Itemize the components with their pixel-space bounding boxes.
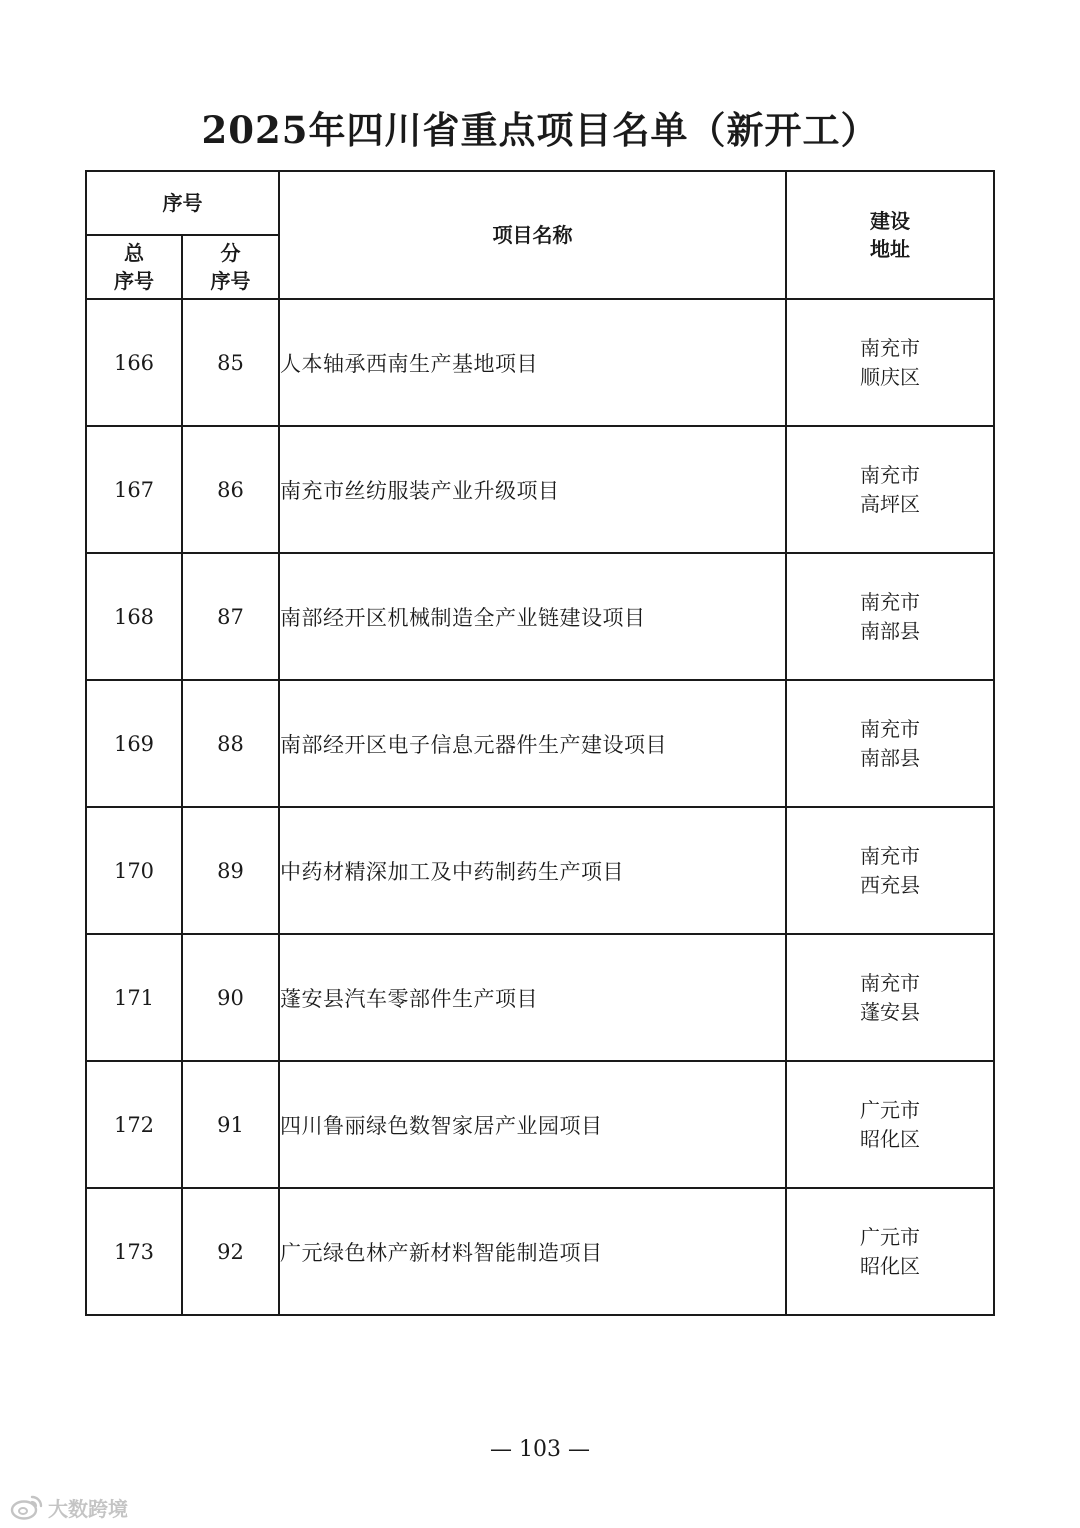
header-location-line2: 地址 (870, 237, 910, 261)
location-cell (786, 1061, 994, 1188)
location-district: 高坪区 (860, 491, 920, 516)
watermark-text: 大数跨境 (48, 1496, 128, 1521)
location-cell (786, 553, 994, 680)
header-total-seq-line2: 序号 (114, 269, 154, 293)
total-seq-cell: 173 (86, 1188, 182, 1315)
header-location (786, 171, 994, 299)
table-row (86, 680, 994, 807)
table-row (86, 807, 994, 934)
project-name-cell: 南部经开区电子信息元器件生产建设项目 (279, 680, 786, 807)
total-seq-cell: 171 (86, 934, 182, 1061)
location-city: 南充市 (860, 589, 920, 614)
project-name-cell: 蓬安县汽车零部件生产项目 (279, 934, 786, 1061)
sub-seq-cell: 88 (182, 680, 279, 807)
location-district: 顺庆区 (860, 364, 920, 389)
header-location-line1: 建设 (870, 209, 910, 233)
header-sub-seq-line1: 分 (220, 241, 241, 265)
header-seq-group: 序号 (86, 171, 279, 235)
project-name-cell: 南充市丝纺服装产业升级项目 (279, 426, 786, 553)
location-district: 昭化区 (860, 1253, 920, 1278)
total-seq-cell: 169 (86, 680, 182, 807)
table-row (86, 1188, 994, 1315)
location-city: 南充市 (860, 843, 920, 868)
total-seq-cell: 170 (86, 807, 182, 934)
location-city: 广元市 (860, 1224, 920, 1249)
location-cell (786, 299, 994, 426)
location-city: 南充市 (860, 462, 920, 487)
header-project-name: 项目名称 (279, 171, 786, 299)
sub-seq-cell: 85 (182, 299, 279, 426)
total-seq-cell: 167 (86, 426, 182, 553)
sub-seq-cell: 86 (182, 426, 279, 553)
location-district: 南部县 (860, 745, 920, 770)
location-district: 昭化区 (860, 1126, 920, 1151)
table-row (86, 553, 994, 680)
weibo-logo-icon (10, 1494, 44, 1520)
location-cell (786, 1188, 994, 1315)
table-row (86, 299, 994, 426)
location-city: 南充市 (860, 335, 920, 360)
table-row (86, 426, 994, 553)
location-city: 南充市 (860, 716, 920, 741)
sub-seq-cell: 90 (182, 934, 279, 1061)
header-sub-seq (182, 235, 279, 299)
location-cell (786, 934, 994, 1061)
table-row (86, 1061, 994, 1188)
watermark (10, 1492, 128, 1522)
location-district: 西充县 (860, 872, 920, 897)
location-cell (786, 426, 994, 553)
header-total-seq-line1: 总 (124, 241, 144, 265)
header-sub-seq-line2: 序号 (210, 269, 251, 293)
total-seq-cell: 172 (86, 1061, 182, 1188)
location-district: 南部县 (860, 618, 920, 643)
sub-seq-cell: 91 (182, 1061, 279, 1188)
project-name-cell: 四川鲁丽绿色数智家居产业园项目 (279, 1061, 786, 1188)
document-title: 2025年四川省重点项目名单（新开工） (201, 108, 879, 152)
sub-seq-cell: 87 (182, 553, 279, 680)
project-name-cell: 中药材精深加工及中药制药生产项目 (279, 807, 786, 934)
location-city: 南充市 (860, 970, 920, 995)
project-name-cell: 广元绿色林产新材料智能制造项目 (279, 1188, 786, 1315)
page-number: — 103 — (490, 1437, 590, 1462)
project-name-cell: 南部经开区机械制造全产业链建设项目 (279, 553, 786, 680)
location-city: 广元市 (860, 1097, 920, 1122)
location-cell (786, 680, 994, 807)
total-seq-cell: 168 (86, 553, 182, 680)
location-cell (786, 807, 994, 934)
sub-seq-cell: 92 (182, 1188, 279, 1315)
table-row (86, 934, 994, 1061)
project-name-cell: 人本轴承西南生产基地项目 (279, 299, 786, 426)
header-total-seq (86, 235, 182, 299)
project-table (85, 170, 995, 1316)
location-district: 蓬安县 (860, 999, 920, 1024)
sub-seq-cell: 89 (182, 807, 279, 934)
total-seq-cell: 166 (86, 299, 182, 426)
